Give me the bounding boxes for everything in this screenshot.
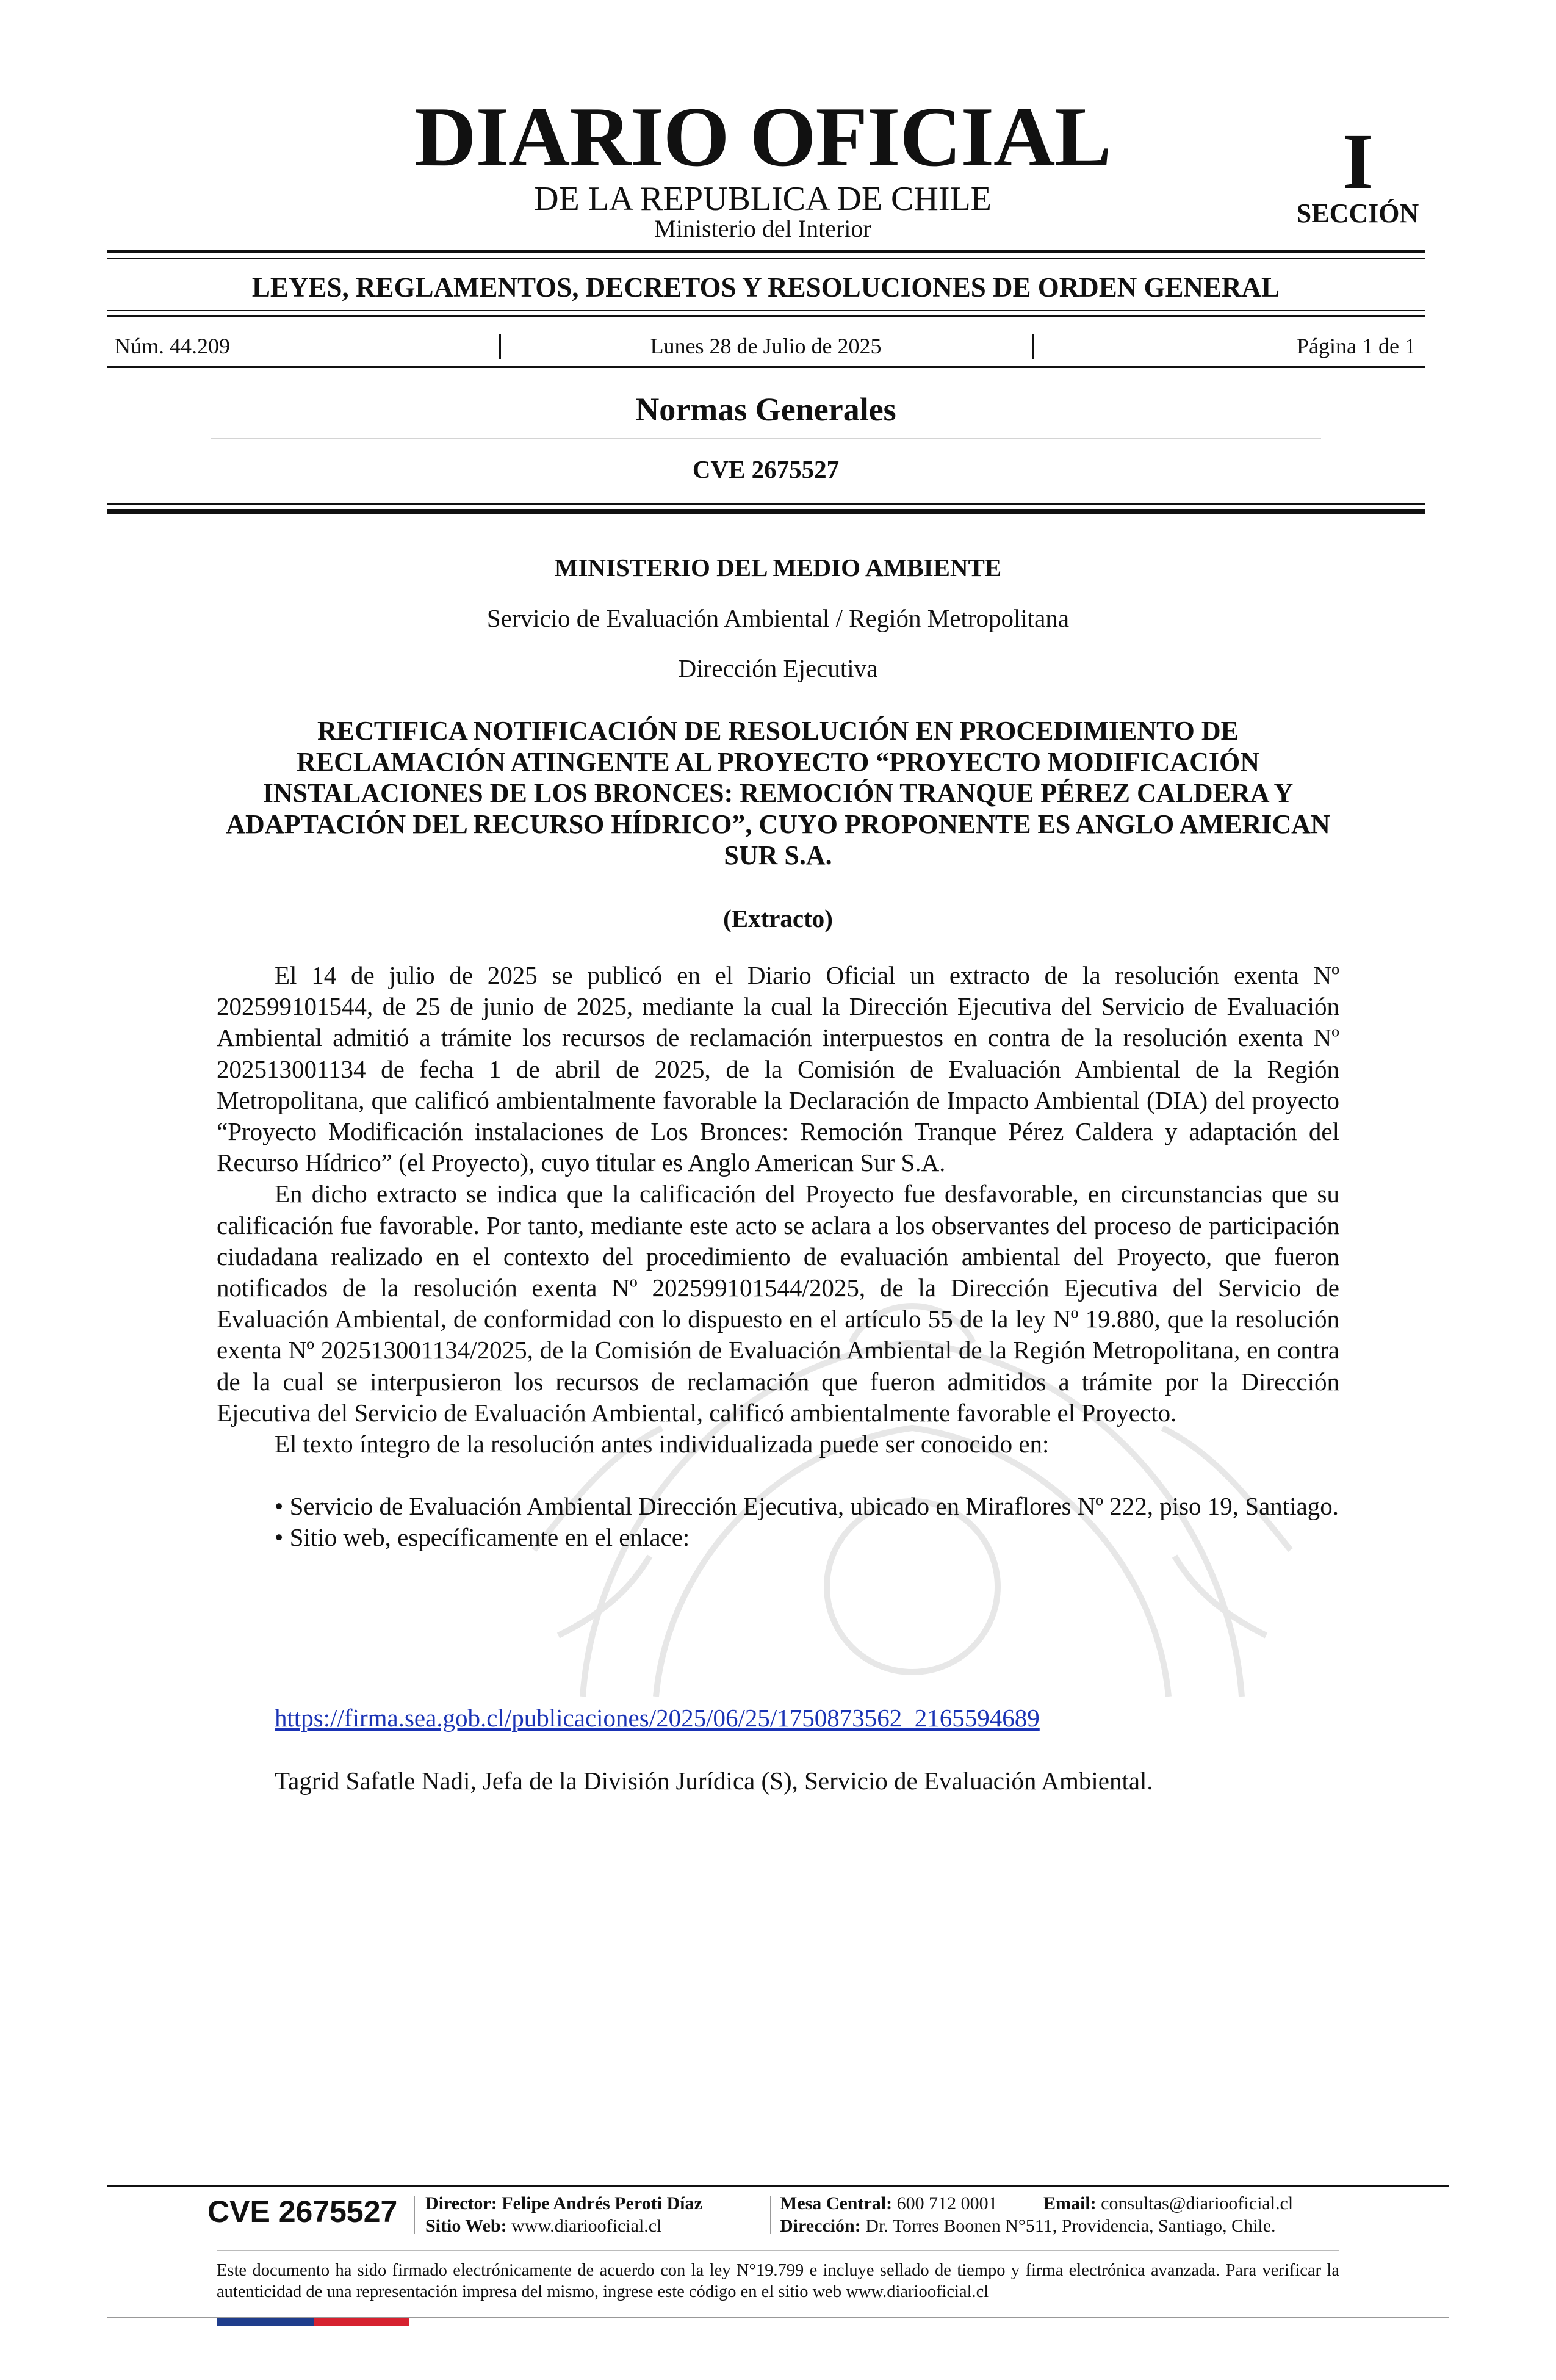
- footer-separator: [414, 2196, 415, 2234]
- ministry-name: MINISTERIO DEL MEDIO AMBIENTE: [554, 554, 1002, 582]
- footer-website-value[interactable]: www.diariooficial.cl: [511, 2216, 662, 2236]
- divider: [107, 315, 1425, 317]
- footer-phone-value: 600 712 0001: [896, 2193, 998, 2213]
- bullet-item: • Sitio web, específicamente en el enlace:: [275, 1523, 690, 1552]
- footer-email: [1043, 2193, 1293, 2215]
- document-title: RECTIFICA NOTIFICACIÓN DE RESOLUCIÓN EN PROCEDIMIENTO DE RECLAMACIÓN ATINGENTE AL PROYECTO “PROYECTO MODIFICACIÓN INSTALACIONES DE LOS BRONCES: REMOCIÓN TRANQUE PÉREZ CALDERA Y ADAPTACIÓN DEL RECURSO HÍDRICO”, CUYO PROPONENTE ES ANGLO AMERICAN SUR S.A.: [226, 716, 1330, 870]
- footer-separator: [770, 2196, 771, 2234]
- divider: [211, 438, 1321, 439]
- footer-address-label: Dirección:: [780, 2216, 861, 2236]
- footer-address-value: Dr. Torres Boonen N°511, Providencia, Santiago, Chile.: [865, 2216, 1276, 2236]
- body-text: [217, 960, 1339, 1554]
- divider: [107, 310, 1425, 311]
- footer-email-value[interactable]: consultas@diariooficial.cl: [1101, 2193, 1294, 2213]
- issue-date: Lunes 28 de Julio de 2025: [650, 334, 882, 358]
- service-name: Servicio de Evaluación Ambiental / Región Metropolitana: [486, 604, 1070, 632]
- cve-code: CVE 2675527: [692, 455, 840, 483]
- divider: [107, 366, 1425, 368]
- issue-separator: [499, 334, 501, 359]
- footer-website: [425, 2215, 661, 2237]
- footer-director-name: Felipe Andrés Peroti Díaz: [502, 2193, 702, 2213]
- resolution-link[interactable]: https://firma.sea.gob.cl/publicaciones/2025/06/25/1750873562_2165594689: [275, 1704, 1040, 1732]
- footer-website-label: Sitio Web:: [425, 2216, 507, 2236]
- footer-director-label: Director:: [425, 2193, 497, 2213]
- masthead-title: DIARIO OFICIAL: [414, 90, 1111, 184]
- section-title: Normas Generales: [635, 391, 896, 428]
- issue-page: Página 1 de 1: [1297, 334, 1416, 358]
- footer-divider: [107, 2185, 1449, 2187]
- section-numeral: I: [1342, 118, 1374, 206]
- masthead-subtitle: DE LA REPUBLICA DE CHILE: [534, 180, 992, 218]
- divider: [107, 509, 1425, 514]
- divider: [107, 250, 1425, 253]
- section-label: SECCIÓN: [1296, 198, 1419, 228]
- masthead-ministry: Ministerio del Interior: [654, 215, 871, 242]
- flag-stripe-blue: [217, 2318, 314, 2326]
- footer-disclaimer: Este documento ha sido firmado electrónicamente de acuerdo con la ley N°19.799 e incluye sellado de tiempo y firma electrónica avanzada. Para verificar la autenticidad de una representación impresa del mismo, ingrese este código en el sitio web www.diariooficial.cl: [217, 2261, 1339, 2301]
- laws-heading: LEYES, REGLAMENTOS, DECRETOS Y RESOLUCIONES DE ORDEN GENERAL: [251, 272, 1280, 303]
- flag-stripe-red: [314, 2318, 409, 2326]
- issue-number: Núm. 44.209: [115, 334, 230, 358]
- body-paragraph: El 14 de julio de 2025 se publicó en el Diario Oficial un extracto de la resolución exenta Nº 202599101544, de 25 de junio de 2025, mediante la cual la Dirección Ejecutiva del Servicio de Evaluación Ambiental admitió a trámite los recursos de reclamación interpuestos en contra de la resolución exenta Nº 202513001134 de fecha 1 de abril de 2025, de la Comisión de Evaluación Ambiental de la Región Metropolitana, que calificó ambientalmente favorable la Declaración de Impacto Ambiental (DIA) del proyecto “Proyecto Modificación instalaciones de Los Bronces: Remoción Tranque Pérez Caldera y adaptación del Recurso Hídrico” (el Proyecto), cuyo titular es Anglo American Sur S.A.: [217, 961, 1339, 1177]
- footer-director: [425, 2193, 702, 2215]
- bullet-item: • Servicio de Evaluación Ambiental Dirección Ejecutiva, ubicado en Miraflores Nº 222, piso 19, Santiago.: [275, 1492, 1339, 1521]
- divider: [107, 258, 1425, 259]
- footer-phone-label: Mesa Central:: [780, 2193, 893, 2213]
- signature-line: Tagrid Safatle Nadi, Jefa de la División Jurídica (S), Servicio de Evaluación Ambiental.: [275, 1767, 1153, 1795]
- footer-phone: [780, 2193, 998, 2215]
- divider: [107, 503, 1425, 505]
- body-paragraph: En dicho extracto se indica que la calificación del Proyecto fue desfavorable, en circunstancias que su calificación fue favorable. Por tanto, mediante este acto se aclara a los observantes del proceso de participación ciudadana realizado en el contexto del procedimiento de evaluación ambiental del Proyecto, que fueron notificados de la resolución exenta Nº 202599101544/2025, de la Dirección Ejecutiva del Servicio de Evaluación Ambiental, de conformidad con lo dispuesto en el artículo 55 de la ley Nº 19.880, que la resolución exenta Nº 202513001134/2025, de la Comisión de Evaluación Ambiental de la Región Metropolitana, en contra de la cual se interpusieron los recursos de reclamación que fueron admitidos a trámite por la Dirección Ejecutiva del Servicio de Evaluación Ambiental, calificó ambientalmente favorable el Proyecto.: [217, 1180, 1339, 1427]
- footer-divider: [217, 2250, 1339, 2251]
- body-paragraph: El texto íntegro de la resolución antes individualizada puede ser conocido en:: [275, 1430, 1050, 1459]
- issue-separator: [1032, 334, 1034, 359]
- footer-email-label: Email:: [1043, 2193, 1097, 2213]
- directorate-name: Dirección Ejecutiva: [678, 654, 878, 682]
- footer-cve-code: CVE 2675527: [207, 2194, 398, 2229]
- extract-label: (Extracto): [723, 904, 833, 932]
- footer-address: [780, 2215, 1276, 2237]
